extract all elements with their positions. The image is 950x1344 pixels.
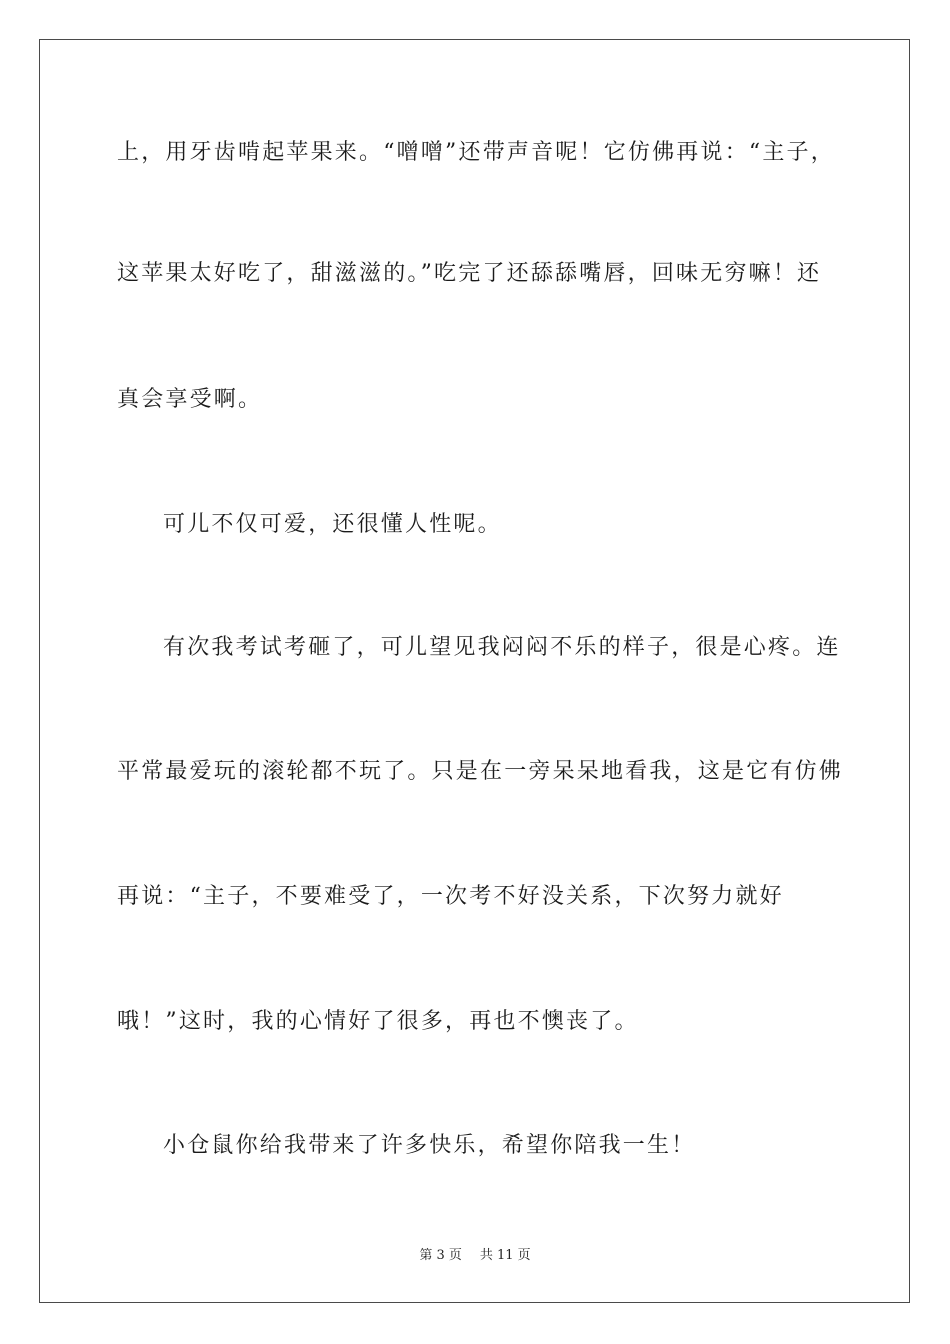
text-line: 上，用牙齿啃起苹果来。“噌噌”还带声音呢！它仿佛再说：“主子， [117,140,835,165]
text-line: 哦！”这时，我的心情好了很多，再也不懊丧了。 [117,1009,639,1034]
page-number: 第 3 页 [419,1248,462,1263]
paragraph-start-line: 可儿不仅可爱，还很懂人性呢。 [163,512,502,537]
page-total: 共 11 页 [479,1248,531,1263]
text-line: 再说：“主子，不要难受了，一次考不好没关系，下次努力就好 [117,884,784,909]
text-line: 真会享受啊。 [117,387,263,412]
paragraph-start-line: 小仓鼠你给我带来了许多快乐，希望你陪我一生！ [163,1133,696,1158]
text-line: 平常最爱玩的滚轮都不玩了。只是在一旁呆呆地看我，这是它有仿佛 [117,759,844,784]
paragraph-start-line: 有次我考试考砸了，可儿望见我闷闷不乐的样子，很是心疼。连 [163,635,841,660]
page-footer [0,1247,950,1265]
page-border [39,39,910,1303]
text-line: 这苹果太好吃了，甜滋滋的。”吃完了还舔舔嘴唇，回味无穷嘛！还 [117,261,822,286]
